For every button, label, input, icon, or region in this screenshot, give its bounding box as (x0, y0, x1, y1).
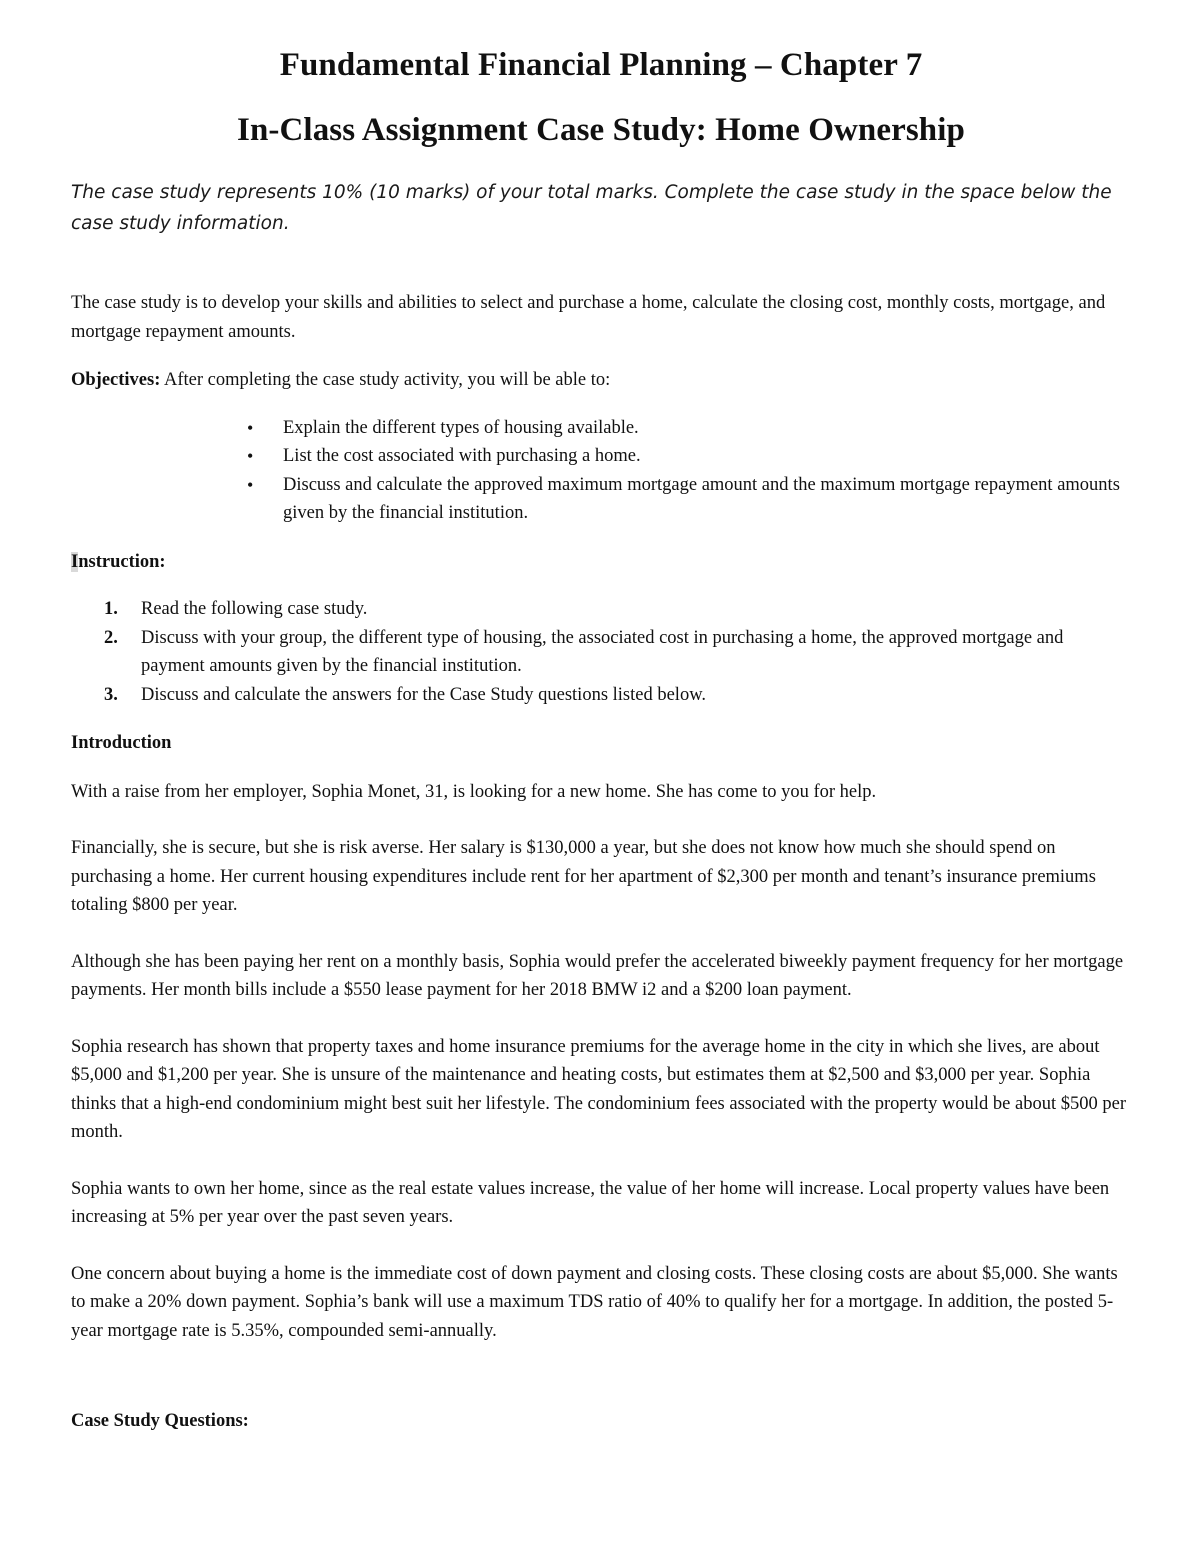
introduction-paragraph: Sophia wants to own her home, since as the real estate values increase, the value of her home will increase. Local property values have been increasing at 5% per year over the past seven years. (71, 1178, 1110, 1227)
introduction-heading: Introduction (71, 733, 172, 753)
list-item (247, 414, 1131, 443)
introduction-paragraph: One concern about buying a home is the immediate cost of down payment and closing costs. These closing costs are about $5,000. She wants to make a 20% down payment. Sophia’s bank will use a maximum TDS ratio of 40% to qualify her for a mortgage. In addition, the posted 5-year mortgage rate is 5.35%, compounded semi-annually. (71, 1263, 1118, 1341)
instruction-heading-rest: nstruction: (78, 551, 166, 572)
list-item (104, 624, 1131, 681)
list-item (247, 471, 1131, 528)
introduction-paragraph: With a raise from her employer, Sophia Monet, 31, is looking for a new home. She has come to you for help. (71, 781, 877, 802)
step-number: 3. (104, 684, 118, 705)
objectives-label: Objectives: (71, 370, 161, 390)
assignment-note: The case study represents 10% (10 marks) of your total marks. Complete the case study in the space below the case study information. (71, 182, 1112, 234)
step-number: 2. (104, 627, 118, 648)
step-text: Discuss and calculate the answers for the Case Study questions listed below. (141, 684, 706, 705)
objectives-text: After completing the case study activity, you will be able to: (160, 370, 611, 390)
step-number: 1. (104, 599, 118, 619)
introduction-paragraph: Financially, she is secure, but she is risk averse. Her salary is $130,000 a year, but she does not know how much she should spend on purchasing a home. Her current housing expenditures include rent for her apartment of $2,300 per month and tenant’s insurance premiums totaling $800 per year. (71, 838, 1096, 915)
objectives-list (71, 414, 1131, 528)
objective-text: Discuss and calculate the approved maximum mortgage amount and the maximum mortgage repayment amounts given by the financial institution. (283, 474, 1120, 523)
bullet-icon: • (247, 446, 254, 466)
document-title: Fundamental Financial Planning – Chapter 7 (279, 47, 923, 83)
bullet-icon: • (247, 474, 254, 495)
step-text: Read the following case study. (141, 599, 368, 619)
purpose-paragraph: The case study is to develop your skills and abilities to select and purchase a home, calculate the closing cost, monthly costs, mortgage, and mortgage repayment amounts. (71, 293, 1106, 342)
objective-text: List the cost associated with purchasing a home. (283, 446, 641, 466)
step-text: Discuss with your group, the different type of housing, the associated cost in purchasing a home, the approved mortgage and payment amounts given by the financial institution. (141, 627, 1064, 676)
case-study-questions-heading: Case Study Questions: (71, 1411, 249, 1431)
bullet-icon: • (247, 417, 254, 438)
list-item (104, 595, 1131, 624)
instruction-list (71, 595, 1131, 709)
introduction-paragraph: Sophia research has shown that property taxes and home insurance premiums for the average home in the city in which she lives, are about $5,000 and $1,200 per year. She is unsure of the maintenance and heating costs, but estimates them at $2,500 and $3,000 per year. Sophia thinks that a high-end condominium might best suit her lifestyle. The condominium fees associated with the property would be about $500 per month. (71, 1036, 1126, 1142)
introduction-paragraph: Although she has been paying her rent on a monthly basis, Sophia would prefer the accelerated biweekly payment frequency for her mortgage payments. Her month bills include a $550 lease payment for her 2018 BMW i2 and a $200 loan payment. (71, 951, 1124, 1000)
list-item (247, 442, 1131, 471)
document-page (71, 40, 1131, 1436)
objectives-paragraph (71, 366, 1131, 395)
document-subtitle: In-Class Assignment Case Study: Home Ownership (237, 112, 965, 148)
instruction-heading (71, 548, 1131, 577)
list-item (104, 681, 1131, 710)
instruction-heading-first-letter: I (71, 551, 79, 572)
objective-text: Explain the different types of housing available. (283, 417, 639, 438)
